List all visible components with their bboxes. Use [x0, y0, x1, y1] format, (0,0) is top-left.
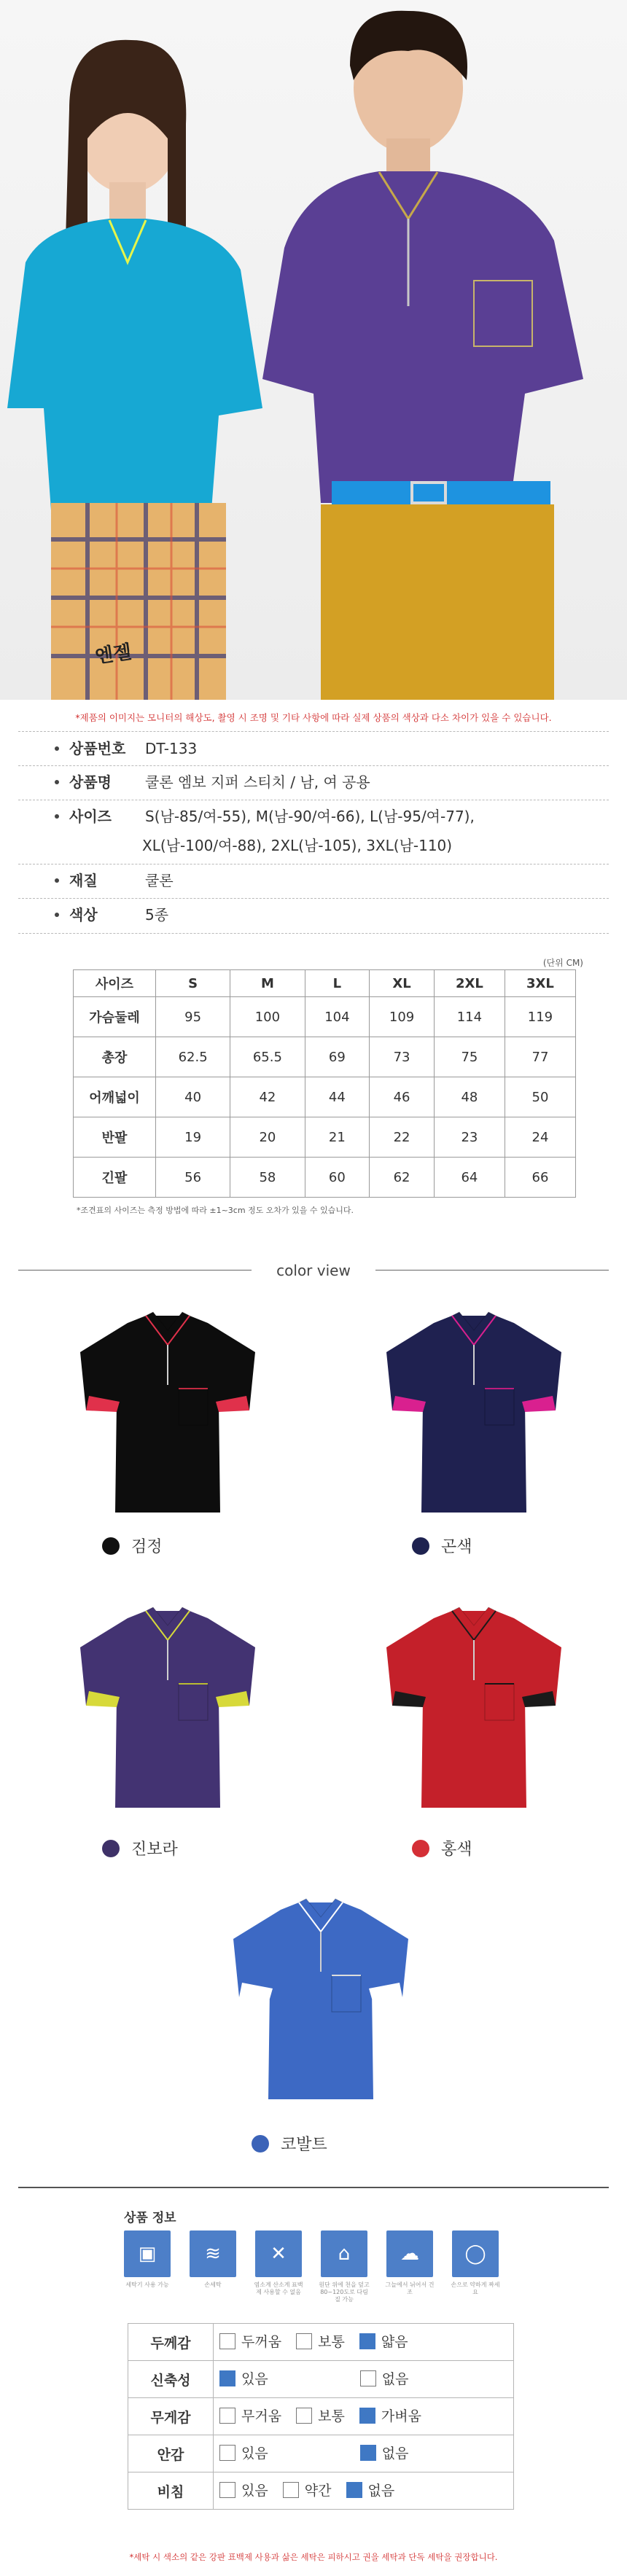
table-cell: 65.5: [230, 1037, 305, 1077]
line-dry-icon: ☁: [386, 2230, 433, 2277]
table-cell: 40: [156, 1077, 230, 1117]
care-label: 손으로 약하게 짜세요: [451, 2282, 500, 2295]
checkbox: [296, 2408, 312, 2424]
checkbox: [360, 2370, 376, 2386]
color-swatch-purple: 진보라: [102, 1837, 178, 1859]
table-cell: 62.5: [156, 1037, 230, 1077]
header-cell: XL: [370, 970, 435, 997]
table-cell: 60: [305, 1158, 370, 1198]
table-cell: 114: [434, 997, 505, 1037]
table-row: [128, 2361, 514, 2398]
brand-stamp: 엔젤: [93, 641, 133, 668]
checkbox: [296, 2333, 312, 2349]
shirt-illustration: [365, 1301, 583, 1520]
product-info-title: 상품 정보: [124, 2211, 176, 2225]
spec-material: 재질 쿨론: [55, 871, 174, 890]
table-cell: 46: [370, 1077, 435, 1117]
row-header: 긴팔: [74, 1158, 156, 1198]
shirt-illustration: [58, 1596, 277, 1815]
property-options: [214, 2398, 514, 2435]
table-cell: 24: [505, 1117, 575, 1158]
swatch-dot: [412, 1537, 429, 1555]
size-unit: (단위 CM): [542, 958, 583, 968]
color-view-title: color view: [276, 1262, 351, 1279]
property-options: [214, 2361, 514, 2398]
header-cell: 사이즈: [74, 970, 156, 997]
table-cell: 19: [156, 1117, 230, 1158]
no-bleach-icon: ✕: [255, 2230, 302, 2277]
size-note: *조견표의 사이즈는 측정 방법에 따라 ±1~3cm 정도 오차가 있을 수 있습니다.: [77, 1206, 354, 1215]
swatch-dot: [102, 1537, 120, 1555]
shirt-illustration: [211, 1888, 430, 2107]
spec-product-code: 상품번호 DT-133: [55, 739, 197, 758]
property-label: 두께감: [128, 2324, 214, 2361]
care-label: 원단 위에 천을 덮고 80~120도로 다림질 가능: [319, 2282, 370, 2303]
swatch-dot: [252, 2135, 269, 2152]
table-cell: 119: [505, 997, 575, 1037]
table-row: [74, 1158, 576, 1198]
option-thin: 얇음: [359, 2331, 408, 2351]
table-cell: 56: [156, 1158, 230, 1198]
divider: [18, 2187, 609, 2188]
table-row: [74, 997, 576, 1037]
table-row: [128, 2472, 514, 2510]
color-swatch-red: 홍색: [412, 1837, 472, 1859]
iron-icon: ⌂: [321, 2230, 367, 2277]
care-notice: *세탁 시 색소의 같은 강판 표백제 사용과 삶은 세탁은 피하시고 권을 세탁과 단독 세탁을 권장합니다.: [129, 2552, 498, 2562]
care-label: 세탁기 사용 가능: [125, 2282, 169, 2288]
checkbox: [360, 2445, 376, 2461]
table-cell: 21: [305, 1117, 370, 1158]
checkbox: [219, 2482, 235, 2498]
checkbox: [219, 2333, 235, 2349]
option-light: 가벼움: [359, 2405, 421, 2425]
header-cell: 2XL: [434, 970, 505, 997]
checkbox: [219, 2445, 235, 2461]
hero-photo: [0, 0, 627, 700]
property-options: [214, 2472, 514, 2510]
bullet-icon: [55, 746, 59, 751]
checkbox: [283, 2482, 299, 2498]
option-normal: 보통: [296, 2405, 345, 2425]
table-row: [74, 1077, 576, 1117]
bullet-icon: [55, 780, 59, 784]
table-cell: 23: [434, 1117, 505, 1158]
swatch-dot: [102, 1840, 120, 1857]
checkbox: [346, 2482, 362, 2498]
property-label: 신축성: [128, 2361, 214, 2398]
property-label: 비침: [128, 2472, 214, 2510]
divider: [18, 731, 609, 732]
shirt-red: [365, 1596, 583, 1815]
spec-colors: 색상 5종: [55, 905, 168, 924]
option-normal: 보통: [296, 2331, 345, 2351]
dry-clean-icon: ◯: [452, 2230, 499, 2277]
shirt-navy: [365, 1301, 583, 1520]
property-table: [128, 2323, 514, 2510]
table-cell: 48: [434, 1077, 505, 1117]
color-swatch-cobalt: 코발트: [252, 2132, 327, 2155]
divider: [18, 765, 609, 766]
row-header: 가슴둘레: [74, 997, 156, 1037]
color-swatch-navy: 곤색: [412, 1534, 472, 1557]
bullet-icon: [55, 814, 59, 819]
spec-product-name: 상품명 쿨론 엠보 지퍼 스티치 / 남, 여 공용: [55, 773, 370, 792]
models-illustration: [0, 0, 627, 700]
table-cell: 100: [230, 997, 305, 1037]
option-thick: 두꺼움: [219, 2331, 281, 2351]
table-cell: 109: [370, 997, 435, 1037]
table-cell: 20: [230, 1117, 305, 1158]
header-cell: 3XL: [505, 970, 575, 997]
option-no: 없음: [360, 2368, 409, 2388]
table-cell: 64: [434, 1158, 505, 1198]
shirt-illustration: [365, 1596, 583, 1815]
table-cell: 22: [370, 1117, 435, 1158]
option-yes: 있음: [219, 2443, 268, 2462]
divider: [375, 1270, 609, 1271]
table-cell: 62: [370, 1158, 435, 1198]
checkbox: [359, 2333, 375, 2349]
shirt-cobalt: [211, 1888, 430, 2107]
image-notice: *제품의 이미지는 모니터의 해상도, 촬영 시 조명 및 기타 사항에 따라 실제 상품의 색상과 다소 차이가 있을 수 있습니다.: [75, 712, 552, 723]
table-cell: 95: [156, 997, 230, 1037]
table-row: [128, 2435, 514, 2472]
size-table: [73, 969, 576, 1198]
checkbox: [219, 2370, 235, 2386]
row-header: 반팔: [74, 1117, 156, 1158]
care-icons: [124, 2230, 503, 2303]
color-swatch-black: 검정: [102, 1534, 163, 1557]
row-header: 어깨넓이: [74, 1077, 156, 1117]
shirt-black: [58, 1301, 277, 1520]
option-no: 없음: [360, 2443, 409, 2462]
size-table-header: [74, 970, 576, 997]
property-label: 안감: [128, 2435, 214, 2472]
care-label: 손세탁: [204, 2282, 222, 2288]
table-cell: 58: [230, 1158, 305, 1198]
divider: [18, 898, 609, 899]
bullet-icon: [55, 913, 59, 917]
option-yes: 있음: [219, 2480, 268, 2499]
row-header: 총장: [74, 1037, 156, 1077]
header-cell: S: [156, 970, 230, 997]
table-row: [128, 2324, 514, 2361]
table-cell: 66: [505, 1158, 575, 1198]
shirt-illustration: [58, 1301, 277, 1520]
hand-wash-icon: ≋: [190, 2230, 236, 2277]
table-row: [74, 1117, 576, 1158]
table-cell: 77: [505, 1037, 575, 1077]
header-cell: M: [230, 970, 305, 997]
table-cell: 75: [434, 1037, 505, 1077]
table-cell: 104: [305, 997, 370, 1037]
care-label: 그늘에서 뉘어서 건조: [385, 2282, 435, 2295]
shirt-purple: [58, 1596, 277, 1815]
property-options: [214, 2435, 514, 2472]
spec-sizes: 사이즈 S(남-85/여-55), M(남-90/여-66), L(남-95/여-77),: [55, 807, 475, 826]
washing-machine-icon: ▣: [124, 2230, 171, 2277]
bullet-icon: [55, 878, 59, 883]
spec-sizes-line2: XL(남-100/여-88), 2XL(남-105), 3XL(남-110): [142, 837, 453, 854]
divider: [18, 933, 609, 934]
table-cell: 42: [230, 1077, 305, 1117]
checkbox: [219, 2408, 235, 2424]
care-label: 염소계 산소계 표백제 사용할 수 없음: [254, 2282, 303, 2295]
table-cell: 44: [305, 1077, 370, 1117]
table-row: [74, 1037, 576, 1077]
option-slight: 약간: [283, 2480, 332, 2499]
checkbox: [359, 2408, 375, 2424]
table-cell: 69: [305, 1037, 370, 1077]
swatch-dot: [412, 1840, 429, 1857]
table-row: [128, 2398, 514, 2435]
option-no: 없음: [346, 2480, 395, 2499]
option-heavy: 무거움: [219, 2405, 281, 2425]
property-label: 무게감: [128, 2398, 214, 2435]
table-cell: 73: [370, 1037, 435, 1077]
property-options: [214, 2324, 514, 2361]
option-yes: 있음: [219, 2368, 268, 2388]
table-cell: 50: [505, 1077, 575, 1117]
header-cell: L: [305, 970, 370, 997]
